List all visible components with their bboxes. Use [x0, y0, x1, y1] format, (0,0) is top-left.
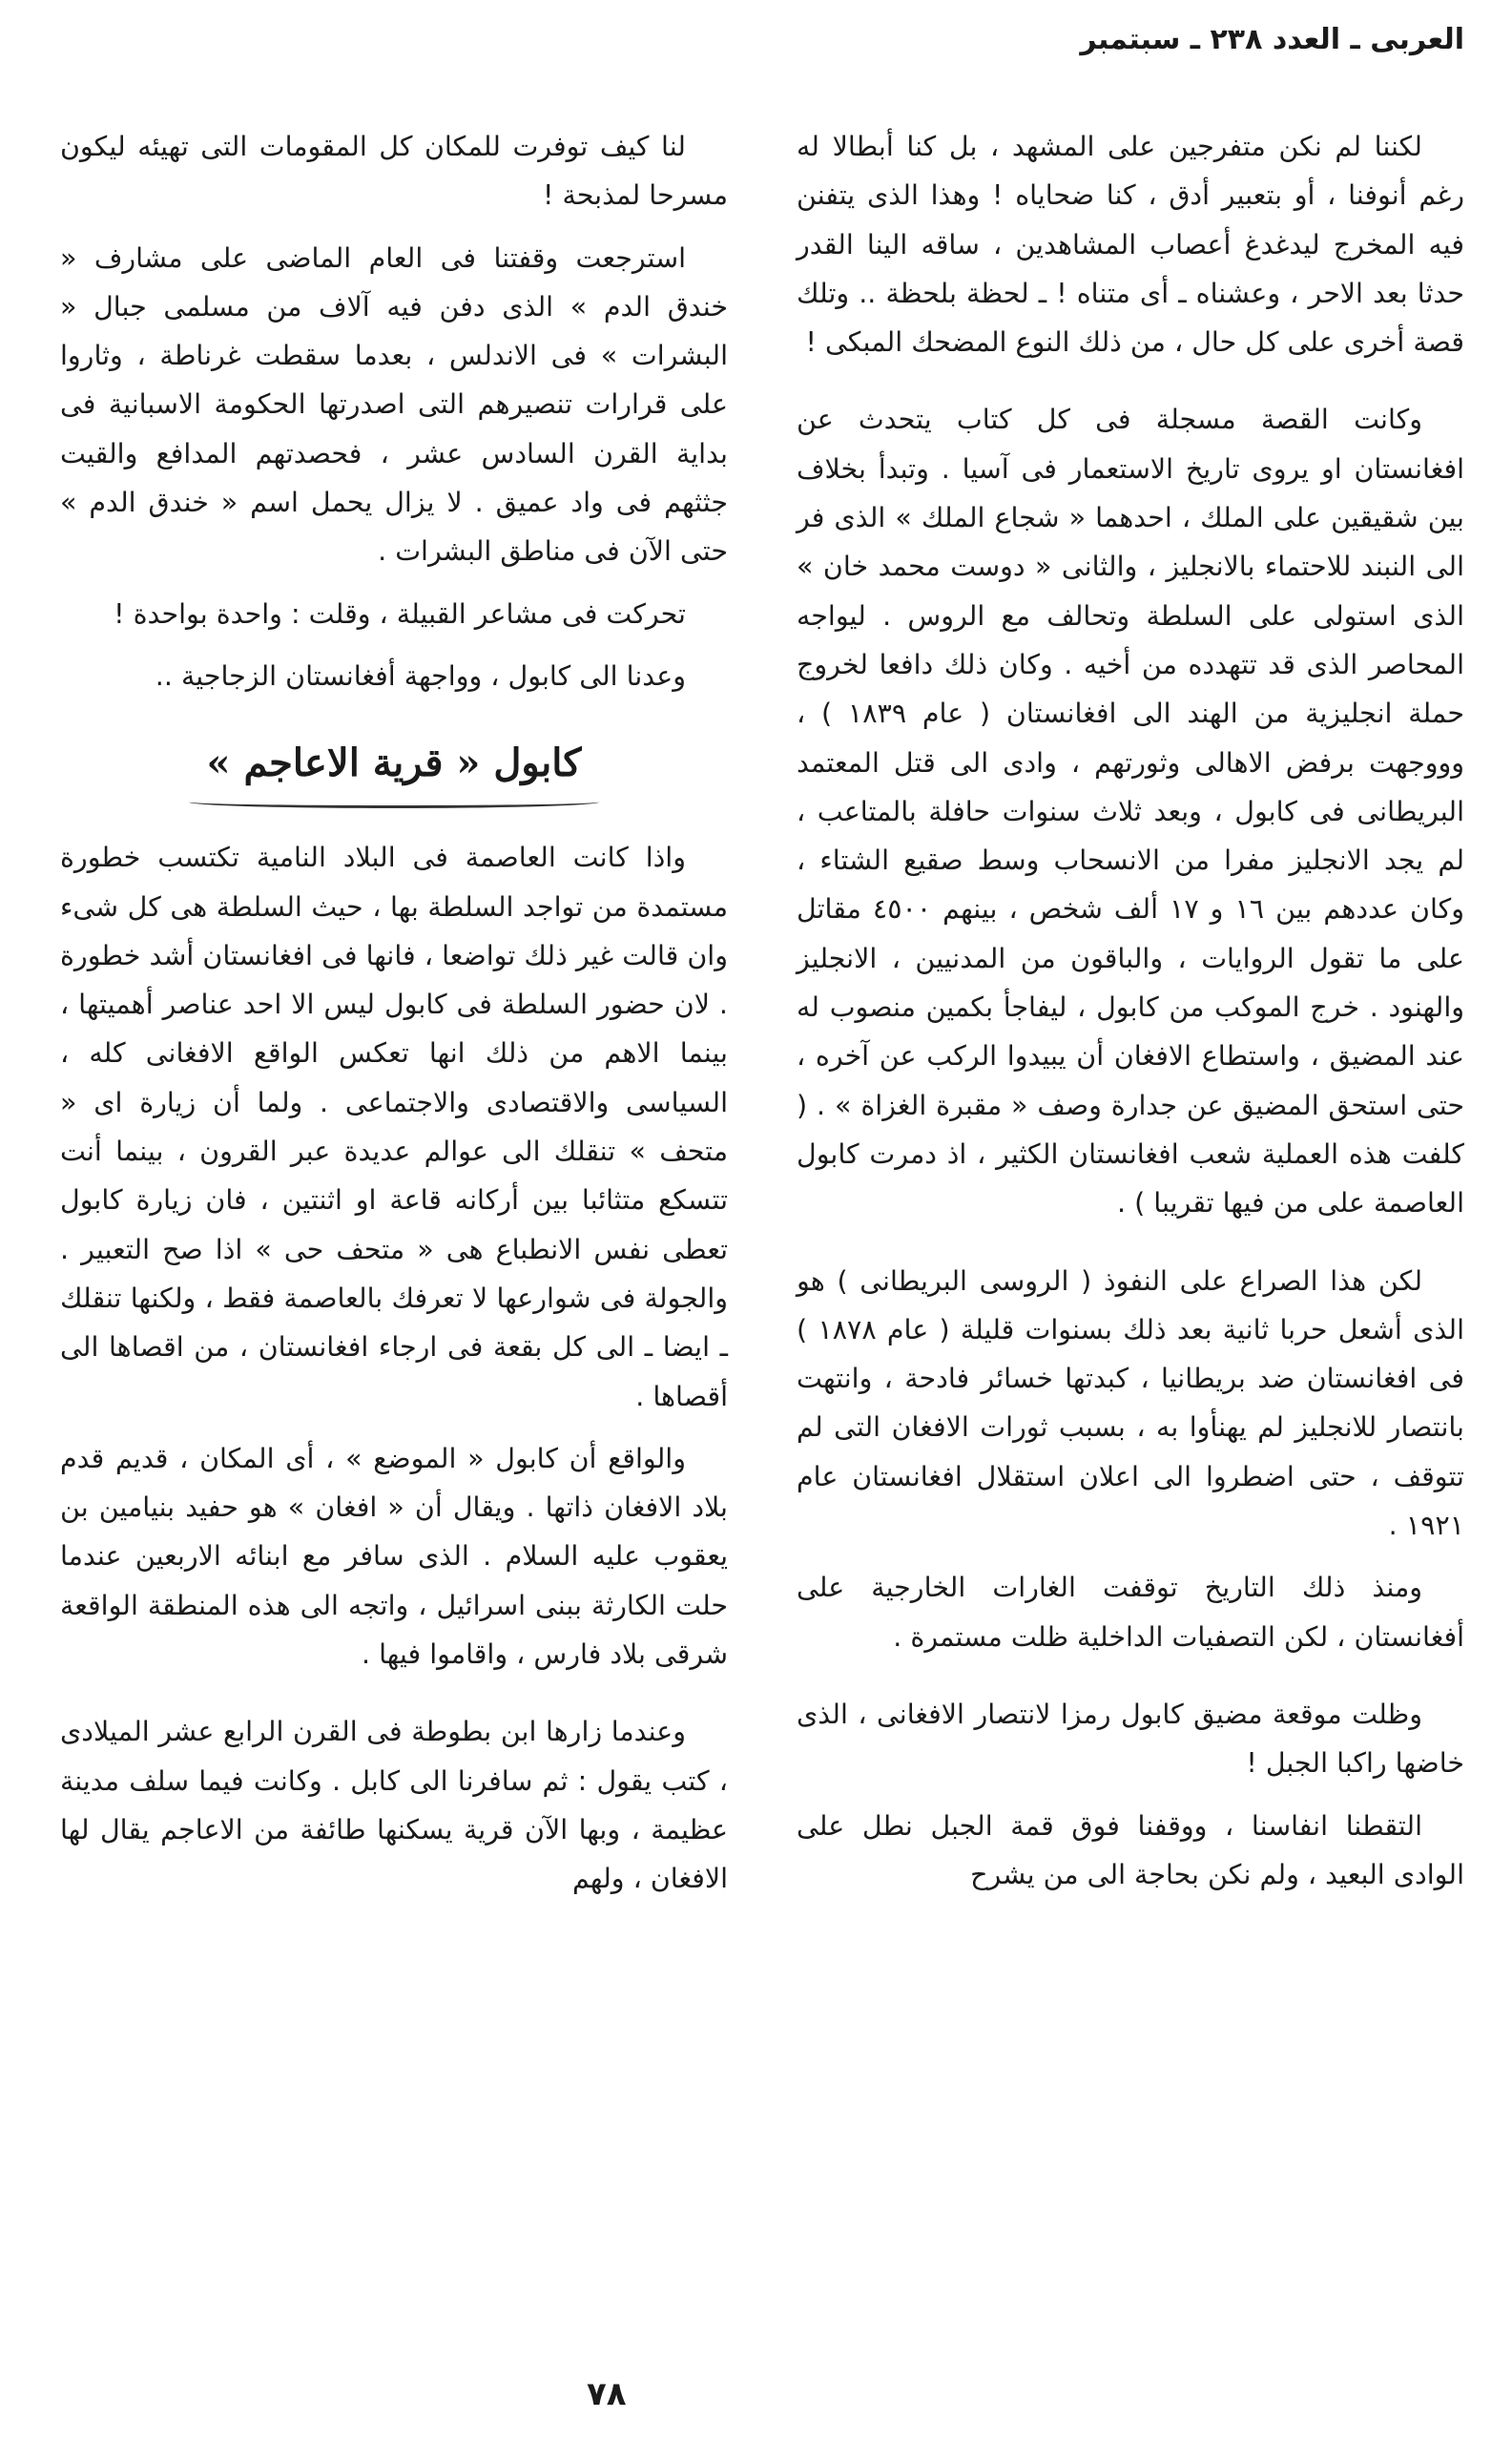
paragraph: والواقع أن كابول « الموضع » ، أى المكان ، قديم قدم بلاد الافغان ذاتها . ويقال أن « افغان » هو حفيد بنيامين بن يعقوب عليه السلام . الذى سافر مع ابنائه الاربعين عندما حلت الكارثة ببنى اسرائيل ، واتجه الى هذه المنطقة الواقعة شرقى بلاد فارس ، واقاموا فيها .	[60, 1442, 728, 1671]
paragraph: وعندما زارها ابن بطوطة فى القرن الرابع عشر الميلادى ، كتب يقول : ثم سافرنا الى كابل . وكانت فيما سلف مدينة عظيمة ، وبها الآن قرية يسكنها طائفة من الاعاجم يقال لها الافغان ، ولهم	[60, 1716, 728, 1895]
paragraph: وظلت موقعة مضيق كابول رمزا لانتصار الافغانى ، الذى خاضها راكبا الجبل !	[797, 1698, 1464, 1780]
right-column	[797, 122, 1464, 1928]
page-number: ٧٨	[587, 2375, 627, 2413]
paragraph: لنا كيف توفرت للمكان كل المقومات التى تهيئه ليكون مسرحا لمذبحة !	[60, 131, 728, 212]
title-underline	[189, 796, 599, 808]
paragraph: واذا كانت العاصمة فى البلاد النامية تكتسب خطورة مستمدة من تواجد السلطة بها ، حيث السلطة هى كل شىء وان قالت غير ذلك تواضعا ، فانها فى افغانستان أشد خطورة . لان حضور السلطة فى كابول ليس الا احد عناصر أهميتها ، بينما الاهم من ذلك انها تعكس الواقع الافغانى كله ، السياسى والاقتصادى والاجتماعى . ولما أن زيارة اى « متحف » تنقلك الى عوالم عديدة عبر القرون ، بينما أنت تتسكع متثائبا بين أركانه قاعة او اثنتين ، فان زيارة كابول تعطى نفس الانطباع هى « متحف حى » اذا صح التعبير . والجولة فى شوارعها لا تعرفك بالعاصمة فقط ، ولكنها تنقلك ـ ايضا ـ الى كل بقعة فى ارجاء افغانستان ، من اقصاها الى أقصاها .	[60, 842, 728, 1412]
paragraph: تحركت فى مشاعر القبيلة ، وقلت : واحدة بواحدة !	[114, 597, 686, 630]
paragraph: استرجعت وقفتنا فى العام الماضى على مشارف « خندق الدم » الذى دفن فيه آلاف من مسلمى جبال « البشرات » فى الاندلس ، بعدما سقطت غرناطة ، وثاروا على قرارات تنصيرهم التى اصدرتها الحكومة الاسبانية فى بداية القرن السادس عشر ، فحصدتهم المدافع والقيت جثثهم فى واد عميق . لا يزال يحمل اسم « خندق الدم » حتى الآن فى مناطق البشرات .	[60, 241, 728, 568]
paragraph: التقطنا انفاسنا ، ووقفنا فوق قمة الجبل نطل على الوادى البعيد ، ولم نكن بحاجة الى من يشرح	[797, 1809, 1464, 1890]
running-header: العربى ـ العدد ٢٣٨ ـ سبتمبر	[1080, 23, 1464, 56]
paragraph: لكننا لم نكن متفرجين على المشهد ، بل كنا أبطالا له رغم أنوفنا ، أو بتعبير أدق ، كنا ضحاياه ! وهذا الذى يتفنن فيه المخرج ليدغدغ أعصاب المشاهدين ، ساقه الينا القدر حدثا بعد الاحر ، وعشناه ـ أى متناه ! ـ لحظة بلحظة .. وتلك قصة أخرى على كل حال ، من ذلك النوع المضحك المبكى !	[797, 131, 1464, 359]
section-title: كابول « قرية الاعاجم »	[206, 740, 582, 786]
paragraph: لكن هذا الصراع على النفوذ ( الروسى البريطانى ) هو الذى أشعل حربا ثانية بعد ذلك بسنوات قليلة ( عام ١٨٧٨ ) فى افغانستان ضد بريطانيا ، كبدتها خسائر فادحة ، وانتهت بانتصار للانجليز لم يهنأوا به ، بسبب ثورات الافغان التى لم تتوقف ، حتى اضطروا الى اعلان استقلال افغانستان عام ١٩٢١ .	[797, 1264, 1464, 1542]
paragraph: ومنذ ذلك التاريخ توقفت الغارات الخارجية على أفغانستان ، لكن التصفيات الداخلية ظلت مستمرة .	[797, 1572, 1464, 1653]
paragraph: وكانت القصة مسجلة فى كل كتاب يتحدث عن افغانستان او يروى تاريخ الاستعمار فى آسيا . وتبدأ بخلاف بين شقيقين على الملك ، احدهما « شجاع الملك » الذى فر الى النبند للاحتماء بالانجليز ، والثانى « دوست محمد خان » الذى استولى على السلطة وتحالف مع الروس . ليواجه المحاصر الذى قد تتهدده من أخيه . وكان ذلك دافعا لخروج حملة انجليزية من الهند الى افغانستان ( عام ١٨٣٩ ) ، وووجهت برفض الاهالى وثورتهم ، وادى الى قتل المعتمد البريطانى فى كابول ، وبعد ثلاث سنوات حافلة بالمتاعب ، لم يجد الانجليز مفرا من الانسحاب وسط صقيع الشتاء ، وكان عددهم بين ١٦ و ١٧ ألف شخص ، بينهم ٤٥٠٠ مقاتل على ما تقول الروايات ، والباقون من المدنيين ، الانجليز والهنود . خرج الموكب من كابول ، ليفاجأ بكمين منصوب له عند المضيق ، واستطاع الافغان أن يبيدوا الركب عن آخره ، حتى استحق المضيق عن جدارة وصف « مقبرة الغزاة » . ( كلفت هذه العملية شعب افغانستان الكثير ، اذ دمرت كابول العاصمة على من فيها تقريبا ) .	[797, 404, 1465, 1220]
paragraph: وعدنا الى كابول ، وواجهة أفغانستان الزجاجية ..	[155, 659, 686, 692]
left-column	[60, 122, 728, 1932]
